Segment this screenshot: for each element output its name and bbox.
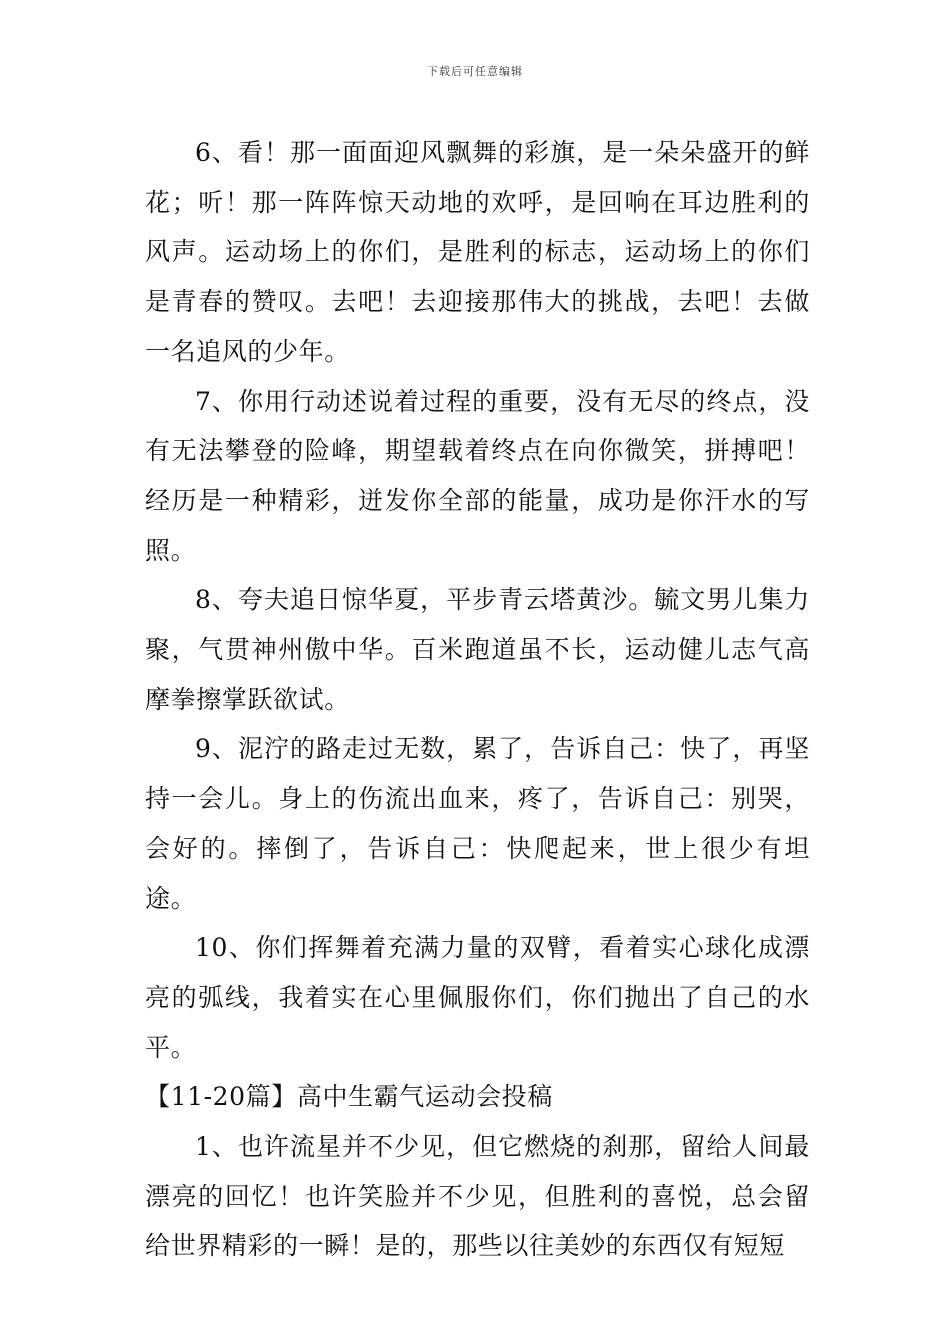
paragraph-7: 7、你用行动述说着过程的重要，没有无尽的终点，没有无法攀登的险峰，期望载着终点在向你微笑，拼搏吧！经历是一种精彩，迸发你全部的能量，成功是你汗水的写照。 [145,386,810,565]
document-body [145,128,810,1271]
paragraph-10: 10、你们挥舞着充满力量的双臂，看着实心球化成漂亮的弧线，我着实在心里佩服你们，你们抛出了自己的水平。 [145,933,810,1062]
paragraph-9: 9、泥泞的路走过无数，累了，告诉自己：快了，再坚持一会儿。身上的伤流出血来，疼了，告诉自己：别哭，会好的。摔倒了，告诉自己：快爬起来，世上很少有坦途。 [145,734,810,913]
section-heading: 【11-20篇】高中生霸气运动会投稿 [145,1082,553,1112]
paragraph-6: 6、看！那一面面迎风飘舞的彩旗，是一朵朵盛开的鲜花；听！那一阵阵惊天动地的欢呼，是回响在耳边胜利的风声。运动场上的你们，是胜利的标志，运动场上的你们是青春的赞叹。去吧！去迎接那伟大的挑战，去吧！去做一名追风的少年。 [145,138,810,366]
paragraph-8: 8、夸夫追日惊华夏，平步青云塔黄沙。毓文男儿集力聚，气贯神州傲中华。百米跑道虽不长，运动健儿志气高摩拳擦掌跃欲试。 [145,585,810,714]
paragraph-section-1: 1、也许流星并不少见，但它燃烧的刹那，留给人间最漂亮的回忆！也许笑脸并不少见，但胜利的喜悦，总会留给世界精彩的一瞬！是的，那些以往美妙的东西仅有短短 [145,1132,810,1261]
page-header: 下载后可任意编辑 [427,65,523,78]
